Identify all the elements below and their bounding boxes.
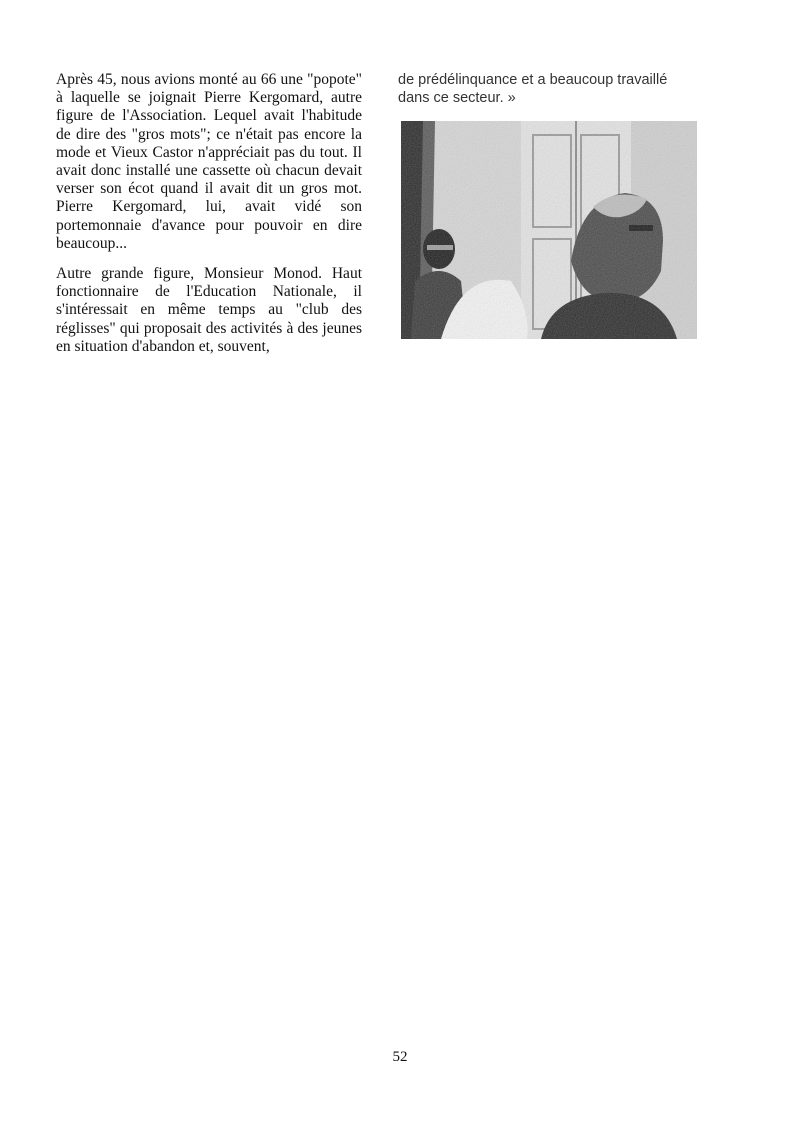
paragraph-popote: Après 45, nous avions monté au 66 une "popote" à laquelle se joignait Pierre Kergomard, autre figure de l'Association. Lequel avait l'habitude de dire des "gros mots"; ce n'était pas encore la mode et Vieux Castor n'appréciait pas du tout. Il avait donc installé une cassette où chacun devait verser son écot quand il avait dit un gros mot. Pierre Kergomard, lui, avait vidé son portemonnaie d'avance pour pouvoir en dire beaucoup... xyxy=(56,71,362,252)
paragraph-continuation: de prédélinquance et a beaucoup travaillé dans ce secteur. » xyxy=(398,72,668,106)
right-text-column xyxy=(398,71,698,107)
left-text-column xyxy=(56,71,362,368)
page-number: 52 xyxy=(392,1049,408,1065)
paragraph-monod: Autre grande figure, Monsieur Monod. Haut fonctionnaire de l'Education Nationale, il s'intéressait en même temps au "club des réglisses" qui proposait des activités à des jeunes en situation d'abandon et, souvent, xyxy=(56,265,362,355)
black-and-white-photo xyxy=(401,121,697,339)
